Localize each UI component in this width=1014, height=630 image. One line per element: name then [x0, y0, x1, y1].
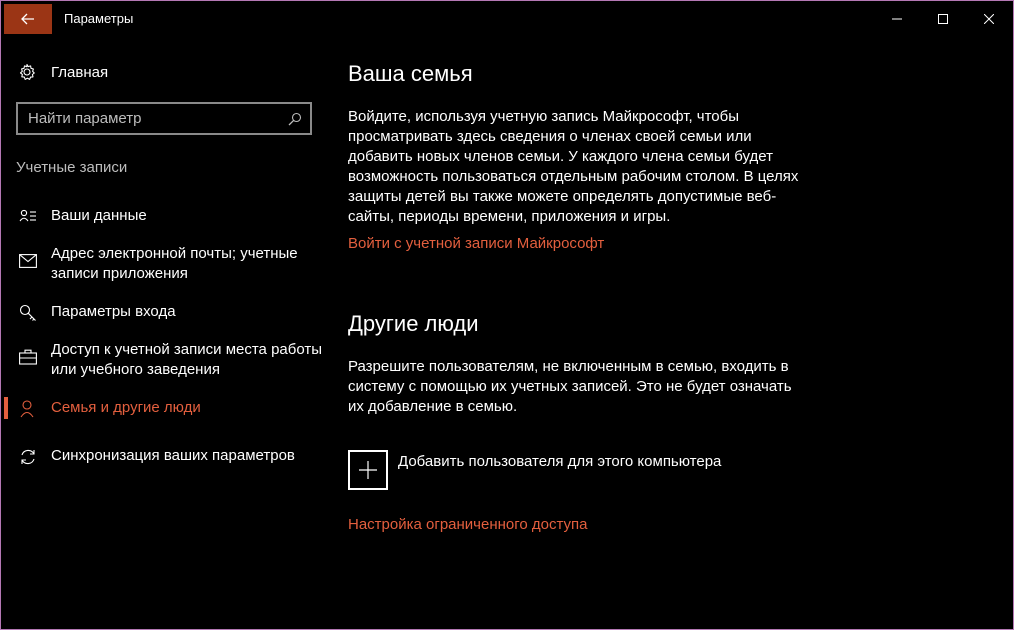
close-button[interactable]: [966, 4, 1012, 34]
minimize-button[interactable]: [874, 4, 920, 34]
mail-icon: [19, 254, 37, 268]
gear-icon: [18, 63, 36, 81]
plus-icon: [358, 460, 378, 480]
arrow-left-icon: [21, 13, 35, 25]
family-description: Войдите, используя учетную запись Майкрософт, чтобы просматривать здесь сведения о членах своей семьи или добавить новых членов семьи. У каждого члена семьи будет возможность пользоваться отдельным рабочим столом. В целях защиты детей вы также можете определять допустимые веб-сайты, периоды времени, приложения и игры.: [348, 108, 799, 225]
sidebar-item-sync[interactable]: [1, 446, 331, 466]
person-card-icon: [19, 208, 37, 224]
sidebar-item-signin-options[interactable]: [1, 302, 331, 322]
sync-icon: [19, 448, 37, 466]
others-heading: Другие люди: [348, 311, 479, 336]
search-box[interactable]: [16, 102, 312, 135]
sidebar-item-label: Семья и другие люди: [51, 399, 201, 416]
title-bar: [1, 1, 1013, 34]
sidebar-item-work-access[interactable]: [1, 340, 331, 380]
briefcase-icon: [19, 349, 37, 365]
sidebar-item-label: Синхронизация ваших параметров: [51, 447, 295, 464]
sidebar-item-your-info[interactable]: [1, 206, 331, 226]
signin-microsoft-link[interactable]: Войти с учетной записи Майкрософт: [348, 235, 605, 252]
add-user-label: Добавить пользователя для этого компьютера: [398, 453, 722, 470]
add-user-plus-box[interactable]: [348, 450, 388, 490]
sidebar-home-label: Главная: [51, 63, 109, 81]
others-description: Разрешите пользователям, не включенным в семью, входить в систему с помощью их учетных записей. Это не будет означать их добавление в семью.: [348, 358, 792, 415]
family-heading: Ваша семья: [348, 61, 473, 86]
sidebar-item-label: Ваши данные: [51, 207, 147, 224]
search-input[interactable]: [28, 110, 278, 127]
close-icon: [984, 14, 994, 24]
minimize-icon: [892, 14, 902, 24]
search-icon[interactable]: [288, 112, 302, 126]
key-icon: [19, 304, 37, 322]
sidebar-item-label: Доступ к учетной записи места работы или учебного заведения: [51, 341, 323, 378]
sidebar-home[interactable]: [18, 59, 108, 85]
back-button[interactable]: [4, 4, 52, 34]
person-icon: [20, 400, 36, 418]
maximize-button[interactable]: [920, 4, 966, 34]
section-title: Учетные записи: [16, 159, 128, 176]
sidebar-item-family[interactable]: [1, 398, 331, 418]
sidebar-item-label: Параметры входа: [51, 303, 176, 320]
sidebar-item-label: Адрес электронной почты; учетные записи приложения: [51, 245, 298, 282]
window-title: Параметры: [64, 11, 134, 26]
maximize-icon: [938, 14, 948, 24]
add-user-button[interactable]: [348, 450, 721, 490]
sidebar-item-email[interactable]: [1, 244, 331, 284]
restricted-access-link[interactable]: Настройка ограниченного доступа: [348, 516, 588, 533]
